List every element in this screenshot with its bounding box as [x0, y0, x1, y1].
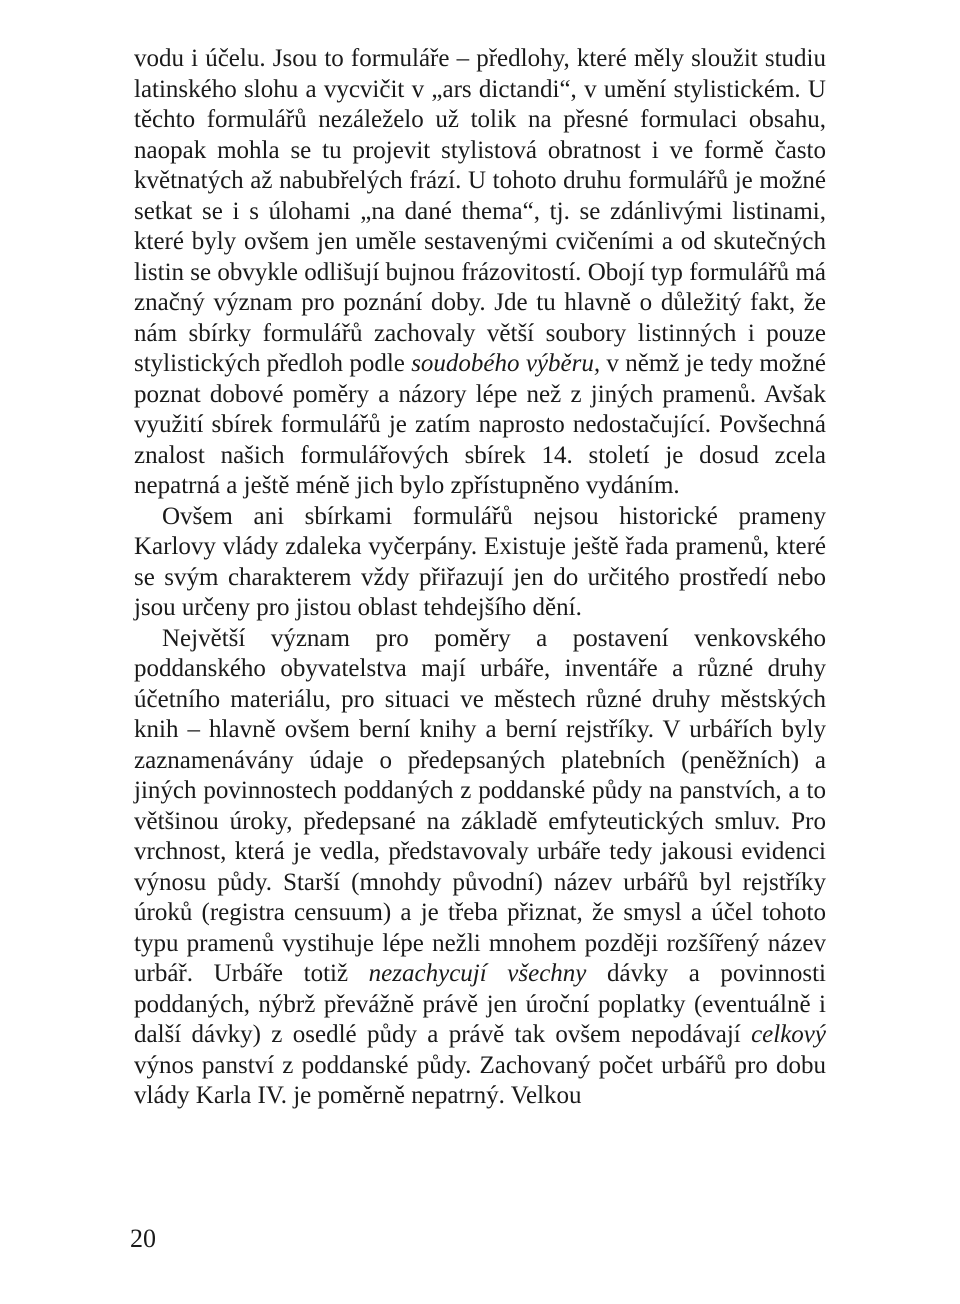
page-body	[134, 44, 826, 1112]
text-run: Ovšem ani sbírkami formulářů nejsou historické prameny Karlovy vlády zdaleka vyčerpány. Existuje ještě řada pramenů, které se svým charakterem vždy přiřazují jen do určitého prostředí nebo jsou určeny pro jistou oblast tehdejšího dění.	[134, 502, 826, 621]
paragraph-2	[134, 502, 826, 624]
text-run: v němž je tedy možné poznat dobové poměry a názory lépe než z jiných pramenů. Avšak využití sbírek formulářů je zatím naprosto nedostačující. Povšechná znalost našich formulářových sbírek 14. století je dosud zcela nepatrná a ještě méně jich bylo zpřístupněno vydáním.	[134, 350, 826, 499]
text-run: výnos panství z poddanské půdy. Zachovaný počet urbářů pro dobu vlády Karla IV. je poměrně nepatrný. Velkou	[134, 1051, 826, 1109]
text-run: vodu i účelu. Jsou to formuláře – předlohy, které měly sloužit studiu latinského slohu a vycvičit v „ars dictandi“, v umění stylistickém. U těchto formulářů nezáleželo už tolik na přesné formulaci obsahu, naopak mohla se tu projevit stylistová obratnost i ve formě často květnatých až nabubřelých frází. U tohoto druhu formulářů je možné setkat se i s úlohami „na dané thema“, tj. se zdánlivými listinami, které byly ovšem jen uměle sestavenými cvičeními a od skutečných listin se obvykle odlišují bujnou frázovitostí. Obojí typ formulářů má značný význam pro poznání doby. Jde tu hlavně o důležitý fakt, že nám sbírky formulářů zachovaly větší soubory listinných i pouze stylistických předloh podle	[134, 45, 826, 377]
text-run: dávky a povinnosti poddaných, nýbrž převážně právě jen úroční poplatky (eventuálně i další dávky) z osedlé půdy a právě tak ovšem nepodávají	[134, 960, 826, 1048]
paragraph-1	[134, 44, 826, 502]
italic-run: celkový	[751, 1021, 826, 1048]
italic-run: soudobého výběru,	[411, 350, 601, 377]
italic-run: nezachycují všechny	[368, 960, 587, 987]
page-number: 20	[130, 1224, 156, 1253]
paragraph-3	[134, 624, 826, 1112]
text-run: Největší význam pro poměry a postavení venkovského poddanského obyvatelstva mají urbáře, inventáře a různé druhy účetního materiálu, pro situaci ve městech různé druhy městských knih – hlavně ovšem berní knihy a berní rejstříky. V urbářích byly zaznamenávány údaje o předepsaných platebních (peněžních) a jiných povinnostech poddaných z poddanské půdy na panstvích, a to většinou úroky, předepsané na základě emfyteutických smluv. Pro vrchnost, která je vedla, představovaly urbáře tedy jakousi evidenci výnosu půdy. Starší (mnohdy původní) název urbářů byl rejstříky úroků (registra censuum) a je třeba přiznat, že smysl a účel tohoto typu pramenů vystihuje lépe nežli mnohem později rozšířený název urbář. Urbáře totiž	[134, 624, 826, 987]
